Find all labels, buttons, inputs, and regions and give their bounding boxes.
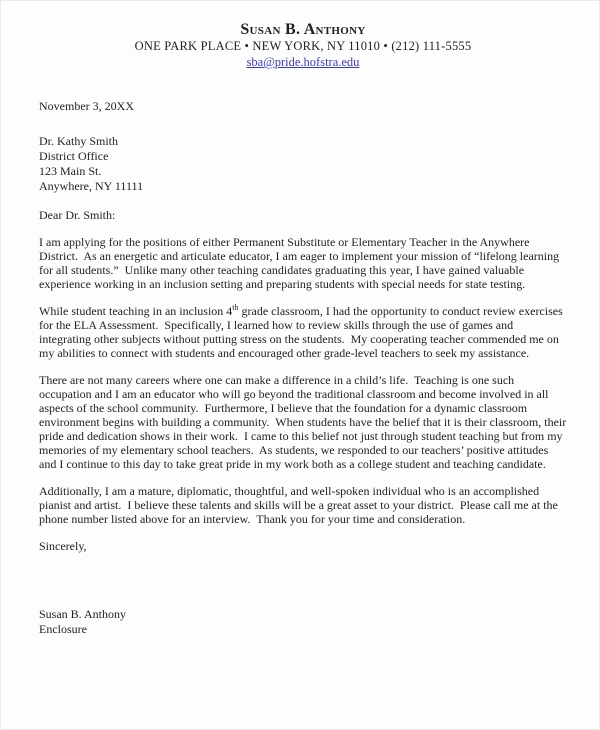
salutation: Dear Dr. Smith: <box>39 208 116 222</box>
recipient-address <box>39 134 567 194</box>
letterhead-email-line <box>39 54 567 70</box>
date-line: November 3, 20XX <box>39 99 134 113</box>
letterhead-contact-line: ONE PARK PLACE • NEW YORK, NY 11010 • (212) 111-5555 <box>134 39 472 53</box>
body-paragraph-1: I am applying for the positions of either Permanent Substitute or Elementary Teacher in the Anywhere District. As an energetic and articulate educator, I am eager to implement your mission of “lifelong learning for all students.” Unlike many other teaching candidates graduating this year, I have gained valuable experience working in an inclusion setting and preparing students with special needs for state testing. <box>39 235 563 291</box>
body-paragraph-2-text-before: While student teaching in an inclusion 4 <box>39 304 233 318</box>
recipient-office: District Office <box>39 149 109 163</box>
enclosure-note: Enclosure <box>39 622 87 636</box>
body-paragraph-2 <box>39 304 567 360</box>
body-paragraph-2-text-after: grade classroom, I had the opportunity to conduct review exercises for the ELA Assessment. Specifically, I learned how to review skills through the use of games and integrating other subjects without putting stress on the students. My cooperating teacher commended me on my abilities to connect with students and encouraged other grade-level teachers to seek my assistance. <box>39 304 566 360</box>
signature-name: Susan B. Anthony <box>39 607 127 621</box>
ordinal-superscript: th <box>232 303 239 312</box>
body-paragraph-4: Additionally, I am a mature, diplomatic, thoughtful, and well-spoken individual who is an accomplished pianist and artist. I believe these talents and skills will be a great asset to your district. Please call me at the phone number listed above for an interview. Thank you for your time and consideration. <box>39 484 561 526</box>
recipient-street: 123 Main St. <box>39 164 102 178</box>
recipient-city: Anywhere, NY 11111 <box>39 179 144 193</box>
body-paragraph-3: There are not many careers where one can make a difference in a child’s life. Teaching is one such occupation and I am an educator who will go beyond the traditional classroom and become involved in all aspects of the school community. Furthermore, I believe that the foundation for a dynamic classroom environment begins with building a community. When students have the belief that it is their classroom, their pride and dedication shows in their work. I came to this belief not just through student teaching but from my memories of my elementary school teachers. As students, we responded to our teachers’ positive attitudes and I continue to this day to take great pride in my work both as a college student and teaching candidate. <box>39 373 570 471</box>
closing: Sincerely, <box>39 539 87 553</box>
letterhead <box>39 21 567 70</box>
recipient-name: Dr. Kathy Smith <box>39 134 119 148</box>
letterhead-name: Susan B. Anthony <box>240 21 366 38</box>
email-link[interactable]: sba@pride.hofstra.edu <box>246 55 360 69</box>
